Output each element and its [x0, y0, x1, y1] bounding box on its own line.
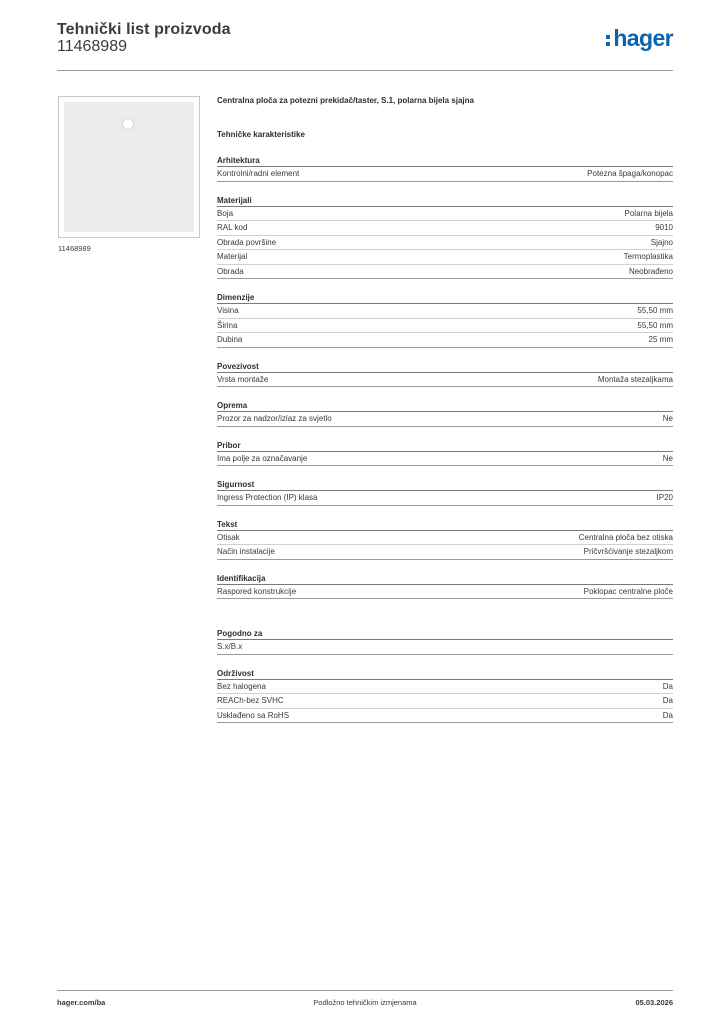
- spec-value: Da: [662, 696, 673, 705]
- spec-row: [217, 694, 673, 709]
- spec-label: Obrada površine: [217, 237, 277, 247]
- image-caption: 11468989: [58, 244, 91, 253]
- spec-row: [217, 545, 673, 560]
- spec-group-title: Oprema: [217, 400, 673, 412]
- spec-group: [217, 479, 673, 506]
- spec-group-title: Povezivost: [217, 361, 673, 373]
- specifications: [217, 96, 673, 723]
- spec-label: Bez halogena: [217, 681, 266, 691]
- spec-label: Dubina: [217, 335, 243, 344]
- spec-group-title: Arhitektura: [217, 155, 673, 167]
- header-divider: [57, 70, 673, 71]
- spec-label: REACh-bez SVHC: [217, 696, 284, 705]
- spec-group-title: Tekst: [217, 519, 673, 531]
- spec-value: Pričvršćivanje stezaljkom: [583, 547, 673, 556]
- spec-row: [217, 221, 673, 236]
- spec-value: Potezna špaga/konopac: [587, 169, 673, 178]
- spec-group: [217, 400, 673, 427]
- spec-label: Otisak: [217, 532, 240, 542]
- spec-label: Usklađeno sa RoHS: [217, 710, 290, 720]
- spec-group: [217, 519, 673, 560]
- spec-group-title: Materijali: [217, 195, 673, 207]
- logo-text: hager: [613, 25, 673, 51]
- extra-spec-groups: [217, 628, 673, 723]
- spec-value: Montaža stezaljkama: [597, 374, 673, 384]
- spec-label: S.x/B.x: [217, 642, 243, 651]
- spec-value: Termoplastika: [623, 252, 673, 261]
- spec-group: [217, 195, 673, 280]
- spec-label: Širina: [217, 320, 238, 330]
- spec-label: Način instalacije: [217, 547, 275, 556]
- spec-row: [217, 373, 673, 388]
- document-footer: [57, 998, 673, 1010]
- spec-value: 9010: [655, 223, 673, 232]
- spec-value: Neobrađeno: [628, 266, 673, 276]
- spec-value: Poklopac centralne ploče: [583, 586, 673, 596]
- spec-value: 55,50 mm: [637, 306, 673, 315]
- spec-group-title: Dimenzije: [217, 292, 673, 304]
- spec-row: [217, 585, 673, 600]
- spec-label: Boja: [217, 208, 234, 218]
- spec-group: [217, 155, 673, 182]
- spec-value: 55,50 mm: [637, 320, 673, 330]
- footer-disclaimer: Podložno tehničkim izmjenama: [313, 998, 417, 1007]
- spec-group: [217, 440, 673, 467]
- spec-group-title: Sigurnost: [217, 479, 673, 491]
- spec-row: [217, 452, 673, 467]
- product-description: Centralna ploča za potezni prekidač/taster, S.1, polarna bijela sjajna: [217, 96, 474, 105]
- product-image: [58, 96, 200, 238]
- spec-group: [217, 573, 673, 600]
- logo-dots-icon: [606, 35, 610, 46]
- spec-row: [217, 491, 673, 506]
- spec-row: [217, 207, 673, 222]
- spec-value: Sjajno: [650, 237, 673, 247]
- spec-value: 25 mm: [648, 335, 673, 344]
- spec-label: Ima polje za označavanje: [217, 453, 308, 463]
- spec-group: [217, 292, 673, 348]
- spec-label: Visina: [217, 306, 239, 315]
- spec-row: [217, 531, 673, 546]
- spec-label: Ingress Protection (IP) klasa: [217, 493, 318, 502]
- spec-row: [217, 167, 673, 182]
- spec-value: Centralna ploča bez otiska: [578, 532, 673, 542]
- spec-groups: [217, 155, 673, 599]
- product-number: 11468989: [57, 38, 127, 55]
- spec-label: Raspored konstrukcije: [217, 586, 297, 596]
- spec-row: [217, 319, 673, 334]
- spec-row: [217, 640, 673, 655]
- spec-label: Kontrolni/radni element: [217, 169, 300, 178]
- spec-group-title: Pogodno za: [217, 628, 673, 640]
- spec-row: [217, 236, 673, 251]
- spec-value: Ne: [662, 414, 673, 423]
- spec-value: Polarna bijela: [624, 208, 673, 218]
- document-title: Tehnički list proizvoda: [57, 21, 231, 38]
- characteristics-heading: Tehničke karakteristike: [217, 130, 305, 139]
- spec-row: [217, 709, 673, 724]
- spec-group: [217, 361, 673, 388]
- hager-logo: [606, 25, 673, 51]
- spec-value: Da: [662, 710, 673, 720]
- spec-row: [217, 265, 673, 280]
- cord-hole-graphic: [122, 118, 134, 130]
- spec-value: Da: [662, 681, 673, 691]
- spec-group-title: Pribor: [217, 440, 673, 452]
- footer-website: hager.com/ba: [57, 998, 106, 1007]
- spec-row: [217, 304, 673, 319]
- spec-row: [217, 412, 673, 427]
- spec-label: Prozor za nadzor/izlaz za svjetlo: [217, 414, 332, 423]
- document-header: [57, 20, 673, 70]
- footer-divider: [57, 990, 673, 991]
- spec-label: Obrada: [217, 266, 244, 276]
- spec-value: Ne: [662, 453, 673, 463]
- spec-label: RAL kod: [217, 223, 248, 232]
- spec-value: IP20: [656, 493, 673, 502]
- spec-row: [217, 680, 673, 695]
- spec-label: Materijal: [217, 252, 248, 261]
- spec-group-title: Identifikacija: [217, 573, 673, 585]
- spec-group: [217, 628, 673, 655]
- spec-group: [217, 668, 673, 724]
- spec-group-title: Održivost: [217, 668, 673, 680]
- footer-date: 05.03.2026: [635, 998, 673, 1007]
- spec-row: [217, 333, 673, 348]
- spec-row: [217, 250, 673, 265]
- spec-label: Vrsta montaže: [217, 374, 269, 384]
